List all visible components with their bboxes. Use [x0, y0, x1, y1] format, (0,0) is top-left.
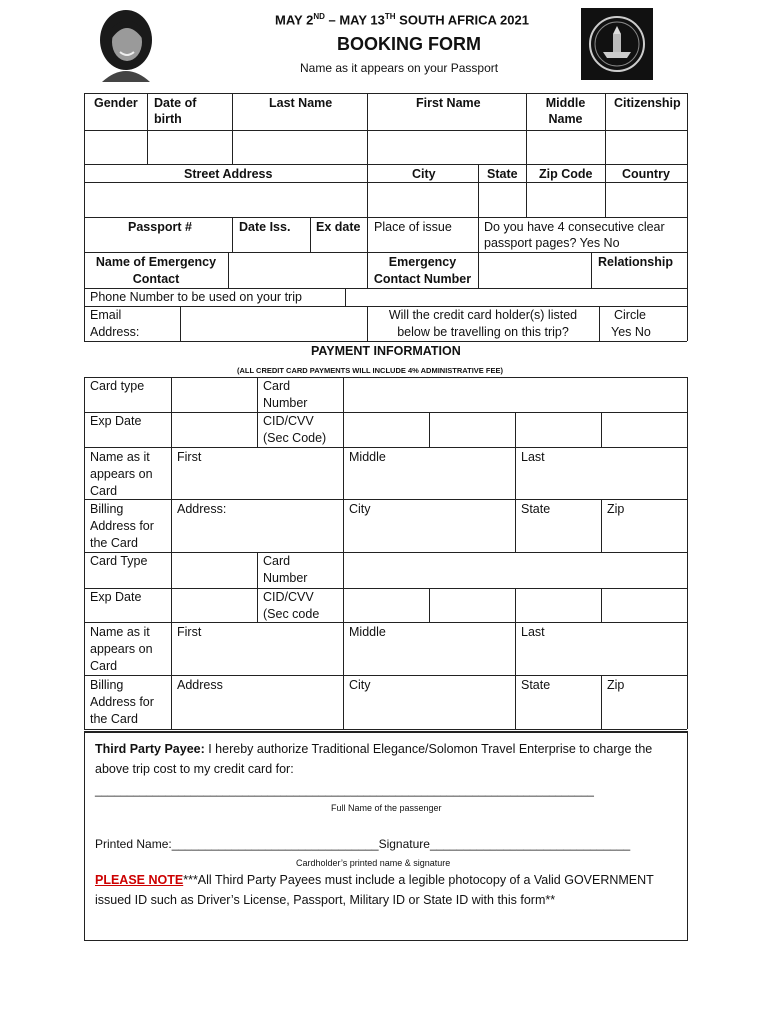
passenger-name-caption: Full Name of the passenger	[331, 803, 442, 813]
middle-name-label-1: Middle	[545, 96, 586, 110]
passport-label: Passport #	[128, 220, 192, 234]
zip-input[interactable]	[528, 184, 606, 217]
relationship-label: Relationship	[598, 255, 674, 269]
card-type-label: Card type	[90, 379, 145, 393]
exp-date-label-2: Exp Date	[90, 590, 142, 604]
trip-dates	[275, 8, 529, 28]
date-part-2: – MAY 13	[324, 12, 385, 28]
citizenship-label: Citizenship	[614, 96, 681, 110]
third-party-label: Third Party Payee:	[95, 742, 205, 756]
middle-label-2: Middle	[349, 625, 386, 639]
third-party-text-2: above trip cost to my credit card for:	[95, 762, 294, 776]
consecutive-pages-question-2: passport pages? Yes No	[484, 236, 620, 250]
payment-title: PAYMENT INFORMATION	[311, 344, 461, 358]
last-name-input[interactable]	[234, 132, 368, 164]
cvv-label-2: (Sec Code)	[263, 431, 327, 445]
cardholder-name-label-2-1: Name as it	[90, 625, 150, 639]
printed-name-signature-line[interactable]: Printed Name:_______________________________Signature______________________________	[95, 837, 631, 851]
last-label: Last	[521, 450, 545, 464]
date-issued-label: Date Iss.	[239, 220, 291, 234]
billing-city-label-2: City	[349, 678, 371, 692]
billing-label-2-1: Billing	[90, 678, 124, 692]
passenger-name-line[interactable]: ______________________________________________________________________________	[95, 785, 594, 797]
third-party-text-1	[95, 741, 652, 758]
third-party-authorization: I hereby authorize Traditional Elegance/Solomon Travel Enterprise to charge the	[204, 742, 653, 756]
billing-zip-label: Zip	[607, 502, 625, 516]
emergency-name-label-1: Name of Emergency	[95, 255, 217, 269]
street-address-input[interactable]	[86, 184, 368, 217]
middle-name-label-2: Name	[548, 112, 583, 126]
billing-state-label: State	[521, 502, 551, 516]
yes-no-options[interactable]: Yes No	[611, 325, 651, 339]
first-name-label: First Name	[416, 96, 481, 110]
city-input[interactable]	[369, 184, 479, 217]
exp-date-label: Exp Date	[90, 414, 142, 428]
country-label: Country	[622, 167, 670, 181]
emergency-name-label-2: Contact	[132, 272, 180, 286]
host-photo	[90, 8, 162, 82]
middle-label: Middle	[349, 450, 386, 464]
date-part-3: SOUTH AFRICA 2021	[395, 12, 529, 28]
cvv-label-1: CID/CVV	[263, 414, 314, 428]
please-note-text-2: issued ID such as Driver’s License, Passport, Military ID or State ID with this form**	[95, 893, 556, 907]
billing-zip-label-2: Zip	[607, 678, 625, 692]
billing-label-1: Billing	[90, 502, 124, 516]
emergency-number-label-1: Emergency	[388, 255, 457, 269]
circle-label: Circle	[614, 308, 646, 322]
dob-label-2: birth	[154, 112, 182, 126]
card-number-label-2-1: Card	[263, 554, 291, 568]
last-label-2: Last	[521, 625, 545, 639]
billing-address-label-2: Address	[177, 678, 223, 692]
last-name-label: Last Name	[269, 96, 333, 110]
cvv-label-2-2: (Sec code	[263, 607, 320, 621]
billing-label-2-2: Address for	[90, 695, 154, 709]
city-label: City	[412, 167, 436, 181]
billing-city-label: City	[349, 502, 371, 516]
please-note-text-1	[95, 872, 654, 889]
date-part-1: MAY 2	[275, 12, 314, 28]
zip-code-label: Zip Code	[539, 167, 593, 181]
cardholder-name-label-1: Name as it	[90, 450, 150, 464]
first-label: First	[177, 450, 202, 464]
dob-label-1: Date of	[154, 96, 197, 110]
place-of-issue-label: Place of issue	[374, 220, 452, 234]
card-number-label-1: Card	[263, 379, 291, 393]
dob-input[interactable]	[149, 132, 233, 164]
street-address-label: Street Address	[184, 167, 273, 181]
cardholder-name-label-3: Card	[90, 484, 118, 498]
page-subtitle: Name as it appears on your Passport	[300, 61, 499, 75]
date-sup-1: ND	[313, 12, 325, 21]
cc-travel-question-1: Will the credit card holder(s) listed	[388, 308, 578, 322]
billing-label-3: the Card	[90, 536, 138, 550]
cc-travel-question-2: below be travelling on this trip?	[397, 325, 569, 339]
cvv-label-2-1: CID/CVV	[263, 590, 314, 604]
expiry-date-label: Ex date	[316, 220, 361, 234]
phone-label: Phone Number to be used on your trip	[90, 290, 302, 304]
gender-label: Gender	[94, 96, 138, 110]
cardholder-name-label-2: appears on	[90, 467, 153, 481]
citizenship-input[interactable]	[607, 132, 689, 164]
billing-address-label: Address:	[177, 502, 227, 516]
state-input[interactable]	[480, 184, 527, 217]
travel-logo	[581, 8, 653, 80]
consecutive-pages-question-1: Do you have 4 consecutive clear	[484, 220, 665, 234]
first-name-input[interactable]	[369, 132, 527, 164]
state-label: State	[487, 167, 518, 181]
please-note-body: ***All Third Party Payees must include a legible photocopy of a Valid GOVERNMENT	[183, 873, 654, 887]
card-number-label-2: Number	[263, 396, 308, 410]
billing-label-2: Address for	[90, 519, 154, 533]
card-type-label-2: Card Type	[90, 554, 148, 568]
gender-input[interactable]	[86, 132, 148, 164]
page-title: BOOKING FORM	[337, 34, 481, 54]
middle-name-input[interactable]	[528, 132, 606, 164]
signature-caption: Cardholder’s printed name & signature	[296, 858, 451, 868]
card-number-label-2-2: Number	[263, 571, 308, 585]
country-input[interactable]	[607, 184, 689, 217]
email-label-1: Email	[90, 308, 122, 322]
email-label-2: Address:	[90, 325, 140, 339]
date-sup-2: TH	[384, 12, 396, 21]
cardholder-name-label-2-3: Card	[90, 659, 118, 673]
payment-fee-note: (ALL CREDIT CARD PAYMENTS WILL INCLUDE 4% ADMINISTRATIVE FEE)	[237, 366, 503, 375]
email-input[interactable]	[182, 308, 368, 341]
first-label-2: First	[177, 625, 202, 639]
cardholder-name-label-2-2: appears on	[90, 642, 153, 656]
emergency-number-label-2: Contact Number	[373, 272, 472, 286]
please-note-label: PLEASE NOTE	[95, 873, 184, 887]
billing-state-label-2: State	[521, 678, 551, 692]
billing-label-2-3: the Card	[90, 712, 138, 726]
